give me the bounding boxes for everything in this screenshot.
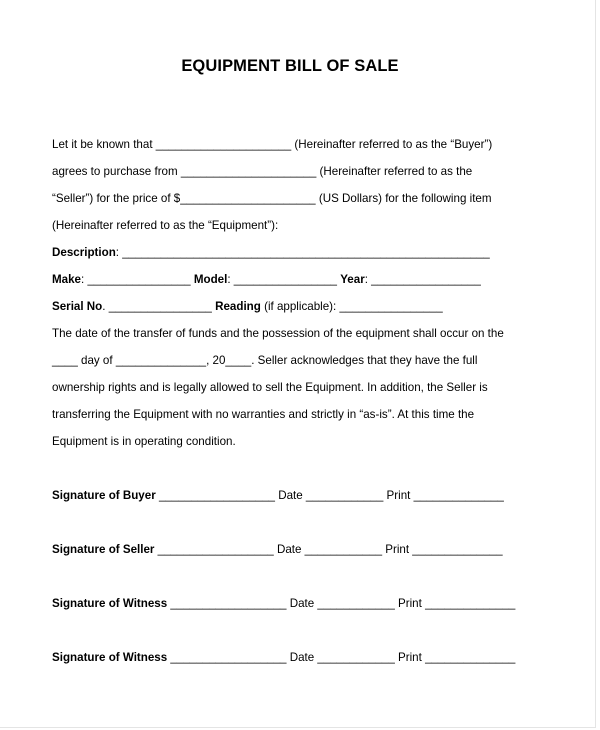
description-blank: : _________________________________________________________ <box>115 246 490 259</box>
body-line-4: (Hereinafter referred to as the “Equipment”): <box>52 219 279 232</box>
signature-blanks: __________________ Date ____________ Print ______________ <box>155 489 504 502</box>
year-blank: : _________________ <box>364 273 481 286</box>
body-line-2: agrees to purchase from _____________________ (Hereinafter referred to as the <box>52 165 473 178</box>
signature-label: Signature of Seller <box>52 543 155 556</box>
body-line-3: “Seller”) for the price of $_____________________ (US Dollars) for the following item <box>52 192 492 205</box>
description-label: Description <box>52 246 116 259</box>
signature-row-seller <box>52 543 503 557</box>
body-line-12: Equipment is in operating condition. <box>52 435 236 448</box>
body-line-11: transferring the Equipment with no warranties and strictly in “as-is”. At this time the <box>52 408 475 421</box>
serial-label: Serial No <box>52 300 103 313</box>
body-line-8: The date of the transfer of funds and the possession of the equipment shall occur on the <box>52 327 504 340</box>
signature-row-witness-1 <box>52 597 515 611</box>
body-line-9: ____ day of ______________, 20____. Seller acknowledges that they have the full <box>52 354 478 367</box>
description-field <box>52 246 490 260</box>
reading-blank: (if applicable): ________________ <box>260 300 443 313</box>
signature-label: Signature of Buyer <box>52 489 156 502</box>
signature-blanks: __________________ Date ____________ Print ______________ <box>167 597 516 610</box>
body-line-1: Let it be known that _____________________ (Hereinafter referred to as the “Buyer”) <box>52 138 493 151</box>
signature-blanks: __________________ Date ____________ Print ______________ <box>154 543 503 556</box>
make-blank: : ________________ <box>81 273 194 286</box>
reading-label: Reading <box>215 300 261 313</box>
body-line-10: ownership rights and is legally allowed to sell the Equipment. In addition, the Seller is <box>52 381 488 394</box>
signature-blanks: __________________ Date ____________ Print ______________ <box>167 651 516 664</box>
make-label: Make <box>52 273 82 286</box>
year-label: Year <box>340 273 365 286</box>
model-blank: : ________________ <box>227 273 341 286</box>
make-model-year-field <box>52 273 481 287</box>
signature-row-buyer <box>52 489 504 503</box>
signature-label: Signature of Witness <box>52 597 168 610</box>
document-title: EQUIPMENT BILL OF SALE <box>181 57 399 75</box>
model-label: Model <box>193 273 228 286</box>
signature-row-witness-2 <box>52 651 515 665</box>
serial-reading-field <box>52 300 443 314</box>
signature-label: Signature of Witness <box>52 651 168 664</box>
serial-blank: . ________________ <box>102 300 216 313</box>
